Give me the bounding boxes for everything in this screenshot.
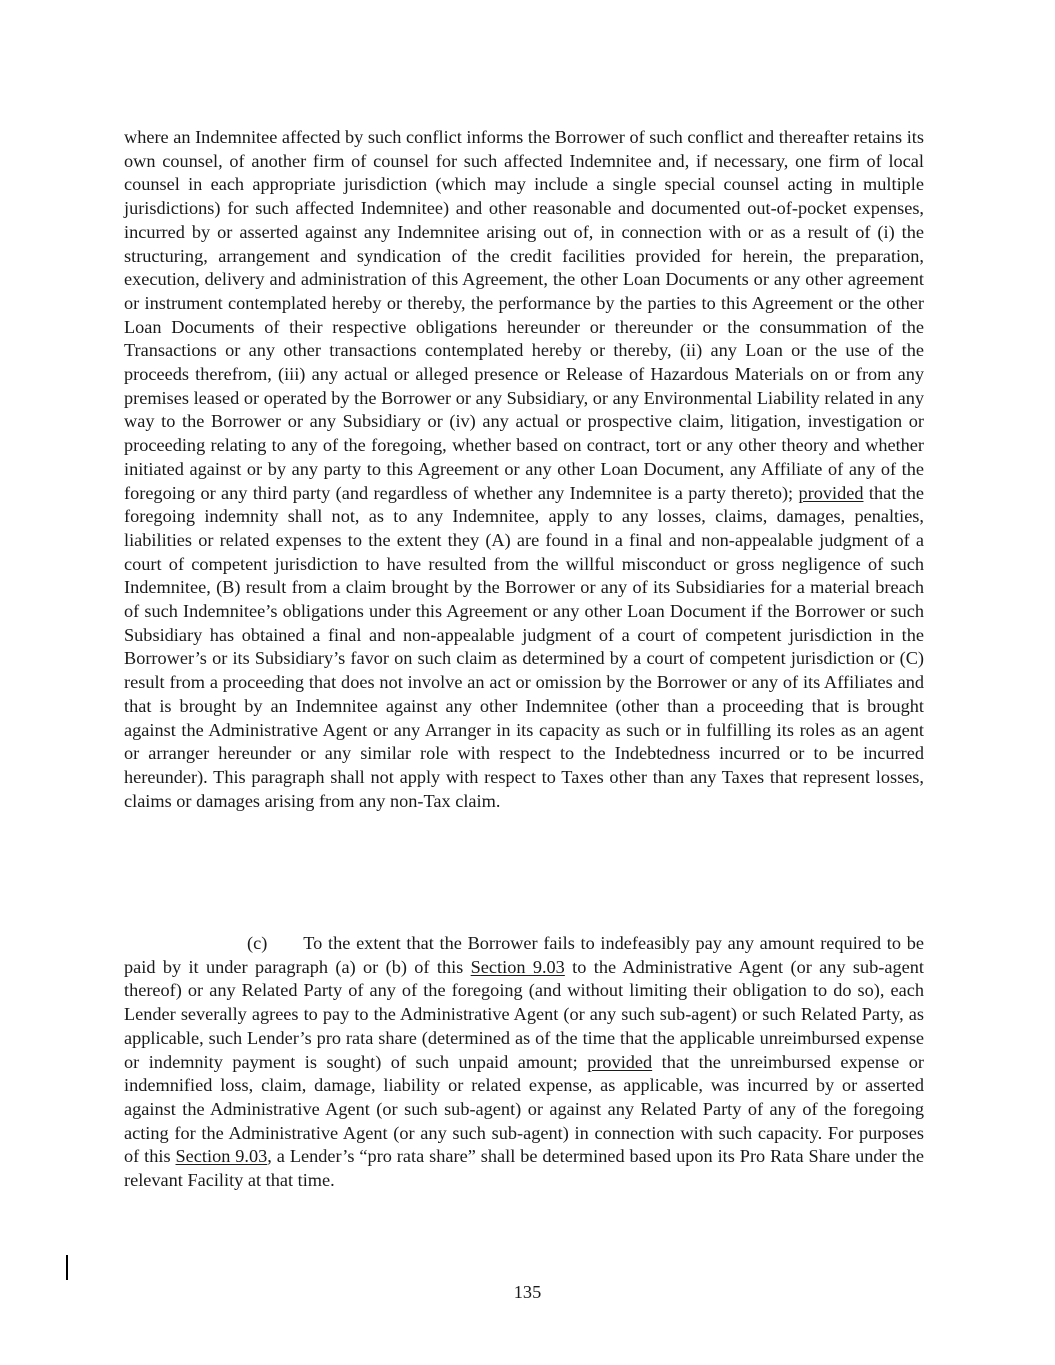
paragraph-indemnification [124, 126, 924, 813]
paragraph-c-text-part-2: to the Administrative Agent (or any sub-agent thereof) or any Related Party of any of the foregoing (and without limiting their obligation to do so), each Lender severally agrees to pay to the Administrative Agent (or any such sub-agent) or such Related Party, as applicable, such Lender’s pro rata share (determined as of the time that the applicable unreimbursed expense or indemnity payment is sought) of such unpaid amount; [124, 956, 924, 1072]
paragraph-1-text-part-2: that the foregoing indemnity shall not, as to any Indemnitee, apply to any losses, claims, damages, penalties, liabilities or related expenses to the extent they (A) are found in a final and non-appealable judgment of a court of competent jurisdiction to have resulted from the willful misconduct or gross negligence of such Indemnitee, (B) result from a claim brought by the Borrower or any of its Subsidiaries for a material breach of such Indemnitee’s obligations under this Agreement or any other Loan Document if the Borrower or such Subsidiary has obtained a final and non-appealable judgment of a court of competent jurisdiction in the Borrower’s or its Subsidiary’s favor on such claim as determined by a court of competent jurisdiction or (C) result from a proceeding that does not involve an act or omission by the Borrower or any of its Affiliates and that is brought by an Indemnitee against any other Indemnitee (other than a proceeding that is brought against the Administrative Agent or any Arranger in its capacity as such or in fulfilling its roles as an agent or arranger hereunder or any similar role with respect to the Indebtedness incurred or to be incurred hereunder). This paragraph shall not apply with respect to Taxes other than any Taxes that represent losses, claims or damages arising from any non-Tax claim. [124, 482, 924, 811]
section-reference: Section 9.03 [175, 1146, 268, 1167]
paragraph-c-text-part-3: that the unreimbursed expense or indemnified loss, claim, damage, liability or related expense, as applicable, was incurred by or asserted against the Administrative Agent (or such sub-agent) or against any Related Party of any of the foregoing acting for the Administrative Agent (or any such sub-agent) in connection with such capacity. For purposes of this [124, 1051, 925, 1167]
paragraph-c-label: (c) [247, 933, 268, 953]
page-number: 135 [513, 1282, 542, 1302]
provided-term: provided [587, 1051, 653, 1072]
paragraph-c-text-part-1: To the extent that the Borrower fails to indefeasibly pay any amount required to be paid by it under paragraph (a) or (b) of this [124, 933, 924, 977]
paragraph-c [124, 932, 924, 1193]
paragraph-1-text-part-1: where an Indemnitee affected by such conflict informs the Borrower of such conflict and thereafter retains its own counsel, of another firm of counsel for such affected Indemnitee and, if necessary, one firm of local counsel in each appropriate jurisdiction (which may include a single special counsel acting in multiple jurisdictions) for such affected Indemnitee) and other reasonable and documented out-of-pocket expenses, incurred by or asserted against any Indemnitee arising out of, in connection with or as a result of (i) the structuring, arrangement and syndication of the credit facilities provided for herein, the preparation, execution, delivery and administration of this Agreement, the other Loan Documents or any other agreement or instrument contemplated hereby or thereby, the performance by the parties to this Agreement or the other Loan Documents of their respective obligations hereunder or thereunder or the consummation of the Transactions or any other transactions contemplated hereby or thereby, (ii) any Loan or the use of the proceeds therefrom, (iii) any actual or alleged presence or Release of Hazardous Materials on or from any premises leased or operated by the Borrower or any Subsidiary, or any Environmental Liability related in any way to the Borrower or any Subsidiary or (iv) any actual or prospective claim, litigation, investigation or proceeding relating to any of the foregoing, whether based on contract, tort or any other theory and whether initiated against or by any party to this Agreement or any other Loan Document, any Affiliate of any of the foregoing or any third party (and regardless of whether any Indemnitee is a party thereto); [124, 127, 924, 503]
section-reference: Section 9.03 [470, 956, 565, 977]
paragraph-c-text-part-4: , a Lender’s “pro rata share” shall be determined based upon its Pro Rata Share under the relevant Facility at that time. [124, 1146, 924, 1191]
provided-term: provided [798, 482, 864, 503]
revision-change-bar [66, 1255, 68, 1280]
